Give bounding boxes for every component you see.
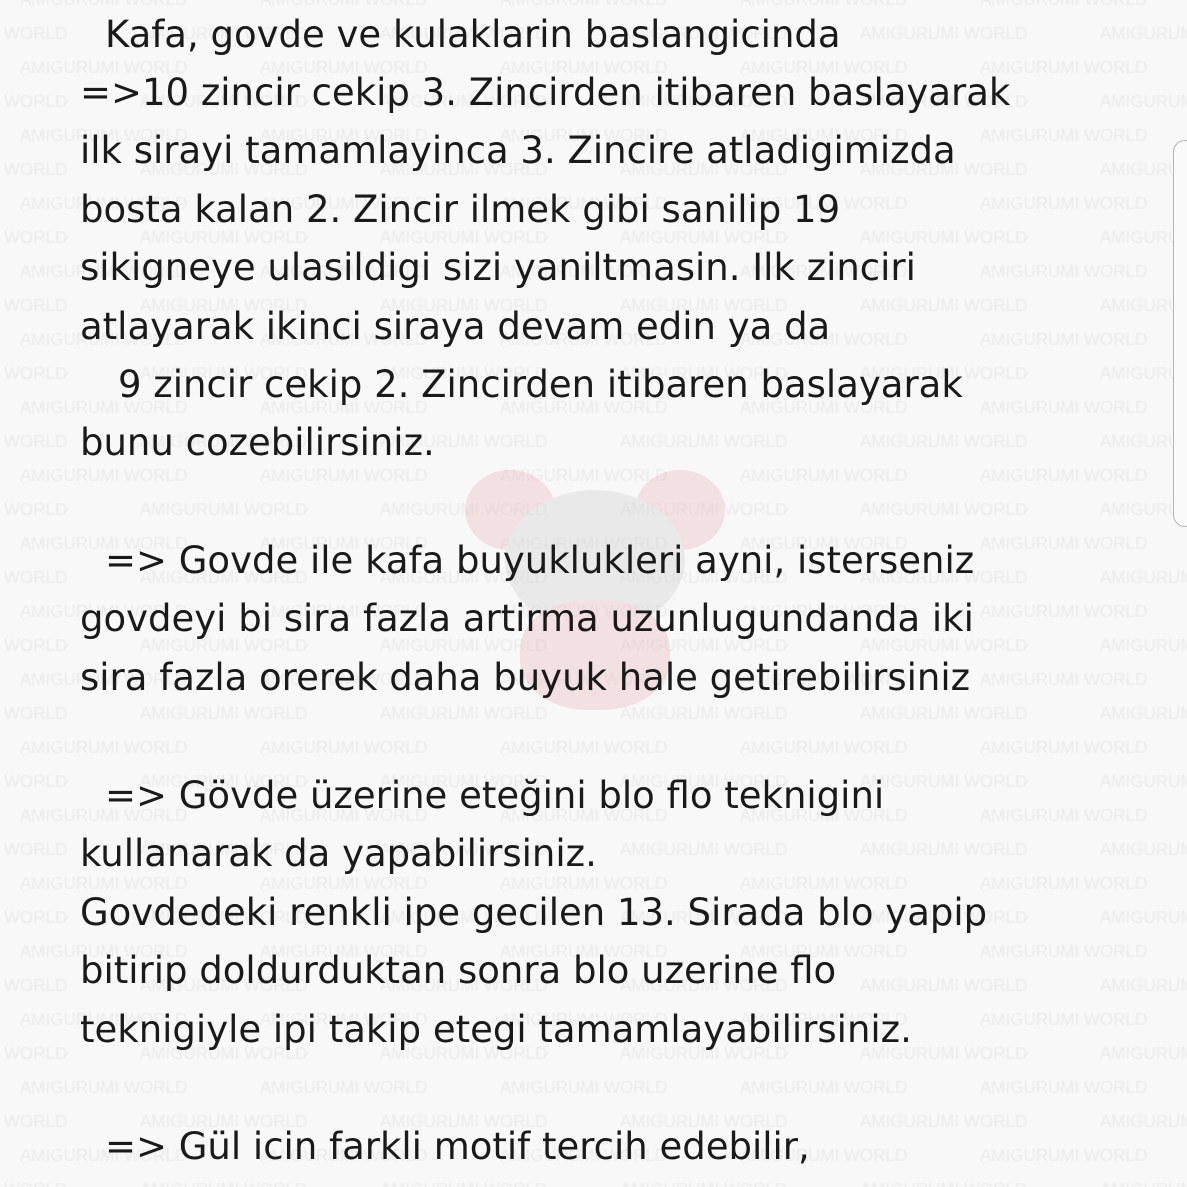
text-line: Govdedeki renkli ipe gecilen 13. Sirada blo yapip bbox=[80, 891, 988, 934]
text-line: =>10 zincir cekip 3. Zincirden itibaren baslayarak bbox=[80, 71, 1011, 114]
text-line: kullanarak da yapabilirsiniz. bbox=[80, 832, 597, 875]
text-line: ilk sirayi tamamlayinca 3. Zincire atladigimizda bbox=[80, 129, 956, 172]
text-line: bitirip doldurduktan sonra blo uzerine flo bbox=[80, 949, 837, 992]
text-line: => Gövde üzerine eteğini blo flo teknigini bbox=[105, 774, 885, 817]
text-line: Kafa, govde ve kulaklarin baslangicinda bbox=[105, 13, 841, 56]
text-line: sikigneye ulasildigi sizi yaniltmasin. Ilk zinciri bbox=[80, 246, 916, 289]
text-line: => Govde ile kafa buyuklukleri ayni, isterseniz bbox=[105, 539, 975, 582]
text-line: bosta kalan 2. Zincir ilmek gibi sanilip 19 bbox=[80, 188, 841, 231]
text-line: atlayarak ikinci siraya devam edin ya da bbox=[80, 305, 831, 348]
text-line: teknigiyle ipi takip etegi tamamlayabilirsiniz. bbox=[80, 1008, 912, 1051]
text-line: sira fazla orerek daha buyuk hale getirebilirsiniz bbox=[80, 656, 971, 699]
text-line: 9 zincir cekip 2. Zincirden itibaren baslayarak bbox=[118, 363, 963, 406]
text-line: bunu cozebilirsiniz. bbox=[80, 421, 435, 464]
text-line: => Gül icin farkli motif tercih edebilir, bbox=[105, 1125, 810, 1168]
text-line: govdeyi bi sira fazla artirma uzunlugundanda iki bbox=[80, 597, 974, 640]
